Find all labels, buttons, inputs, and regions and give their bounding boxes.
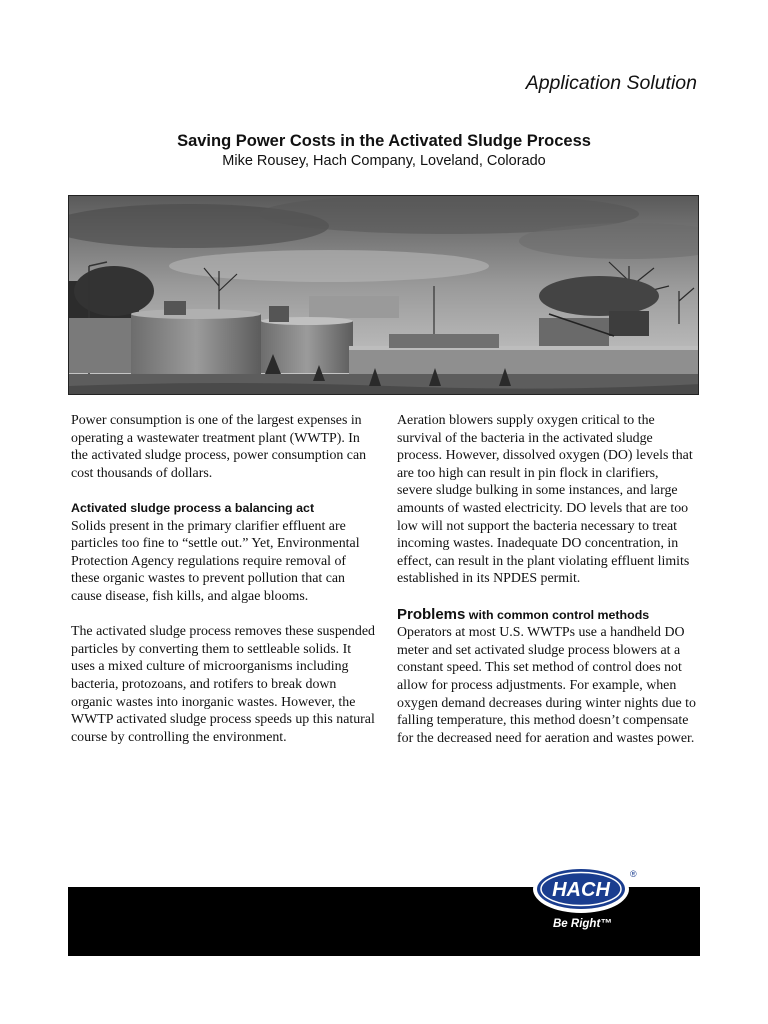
section2-paragraph: Operators at most U.S. WWTPs use a handheld DO meter and set activated sludge process blowers at a constant speed. This set method of control does not allow for process adjustments. For example, when oxygen demand decreases during winter nights due to falling temperature, this method doesn’t compensate for the decreased need for aeration and wastes power.: [397, 625, 696, 746]
section1-paragraph-2: The activated sludge process removes these suspended particles by converting them to settleable solids. It uses a mixed culture of microorganisms including bacteria, protozoans, and rotifers to break down organic wastes into inorganic wastes. However, the WWTP activated sludge process speeds up this natural course by controlling the environment.: [71, 624, 375, 745]
section1-heading: Activated sludge process a balancing act: [71, 500, 315, 515]
intro-paragraph: Power consumption is one of the largest expenses in operating a wastewater treatment plant (WWTP). In the activated sludge process, power consumption can cost thousands of dollars.: [71, 413, 367, 481]
logo-text: HACH: [552, 879, 610, 901]
byline: Mike Rousey, Hach Company, Loveland, Colorado: [222, 153, 546, 169]
aeration-paragraph: Aeration blowers supply oxygen critical to the survival of the bacteria in the activated sludge process. However, dissolved oxygen (DO) levels that are too high can result in pin flock in clarifiers, severe sludge bulking in some instances, and large amounts of wasted electricity. DO levels that are too low will not support the bacteria necessary to treat incoming wastes. Inadequate DO concentration, in effect, can result in the plant violating effluent limits established in its NPDES permit.: [397, 413, 693, 587]
section2-heading-rest: with common control methods: [465, 607, 650, 622]
right-column: [397, 412, 697, 765]
treatment-plant-photo: [68, 195, 699, 395]
header-label: Application Solution: [525, 72, 697, 94]
section1-paragraph-1: Solids present in the primary clarifier effluent are particles too fine to “settle out.” Yet, Environmental Protection Agency regulations require removal of these organic wastes to prevent pollution that can cause disease, fish kills, and algae blooms.: [71, 518, 360, 604]
registered-mark: ®: [630, 869, 637, 879]
photo-illustration: [69, 196, 699, 395]
hach-logo: [531, 863, 641, 945]
section2-heading-emphasis: Problems: [397, 605, 466, 623]
section2-heading: [397, 606, 697, 625]
logo-tagline: Be Right™: [553, 918, 612, 930]
left-column: [71, 412, 375, 764]
document-title: Saving Power Costs in the Activated Sludge Process: [177, 132, 591, 150]
